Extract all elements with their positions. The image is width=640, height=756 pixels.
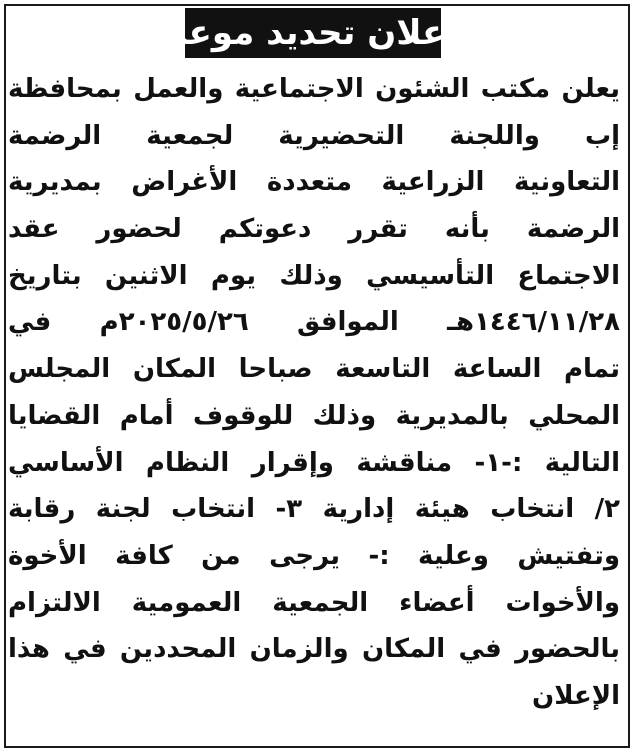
notice-title-bar: [169, 8, 457, 58]
notice-line: ١٤٤٦/١١/٢٨هـ الموافق ٢٠٢٥/٥/٢٦م في: [8, 307, 620, 338]
notice-line: التالية :-١- مناقشة وإقرار النظام الأساسي: [8, 447, 620, 478]
notice-line: الاجتماع التأسيسي وذلك يوم الاثنين بتاريخ: [8, 260, 620, 291]
notice-line: ٢/ انتخاب هيئة إدارية ٣- انتخاب لجنة رقابة: [8, 494, 620, 525]
notice-line: وتفتيش وعلية :- يرجى من كافة الأخوة: [8, 540, 620, 571]
notice-line: يعلن مكتب الشئون الاجتماعية والعمل بمحافظة: [8, 74, 620, 104]
notice-line: الرضمة بأنه تقرر دعوتكم لحضور عقد: [8, 214, 620, 245]
notice-body: [8, 66, 620, 720]
notice-title: إعلان تحديد موعد: [169, 13, 457, 53]
notice-line: تمام الساعة التاسعة صباحا المكان المجلس: [8, 354, 620, 385]
notice-line: إب واللجنة التحضيرية لجمعية الرضمة: [8, 120, 620, 151]
notice-line: التعاونية الزراعية متعددة الأغراض بمديرية: [8, 167, 620, 198]
notice-line-last: الإعلان: [532, 680, 620, 711]
notice-line: المحلي بالمديرية وذلك للوقوف أمام القضايا: [8, 400, 620, 431]
notice-line: والأخوات أعضاء الجمعية العمومية الالتزام: [8, 587, 620, 618]
notice-line: بالحضور في المكان والزمان المحددين في هذا: [8, 634, 620, 665]
